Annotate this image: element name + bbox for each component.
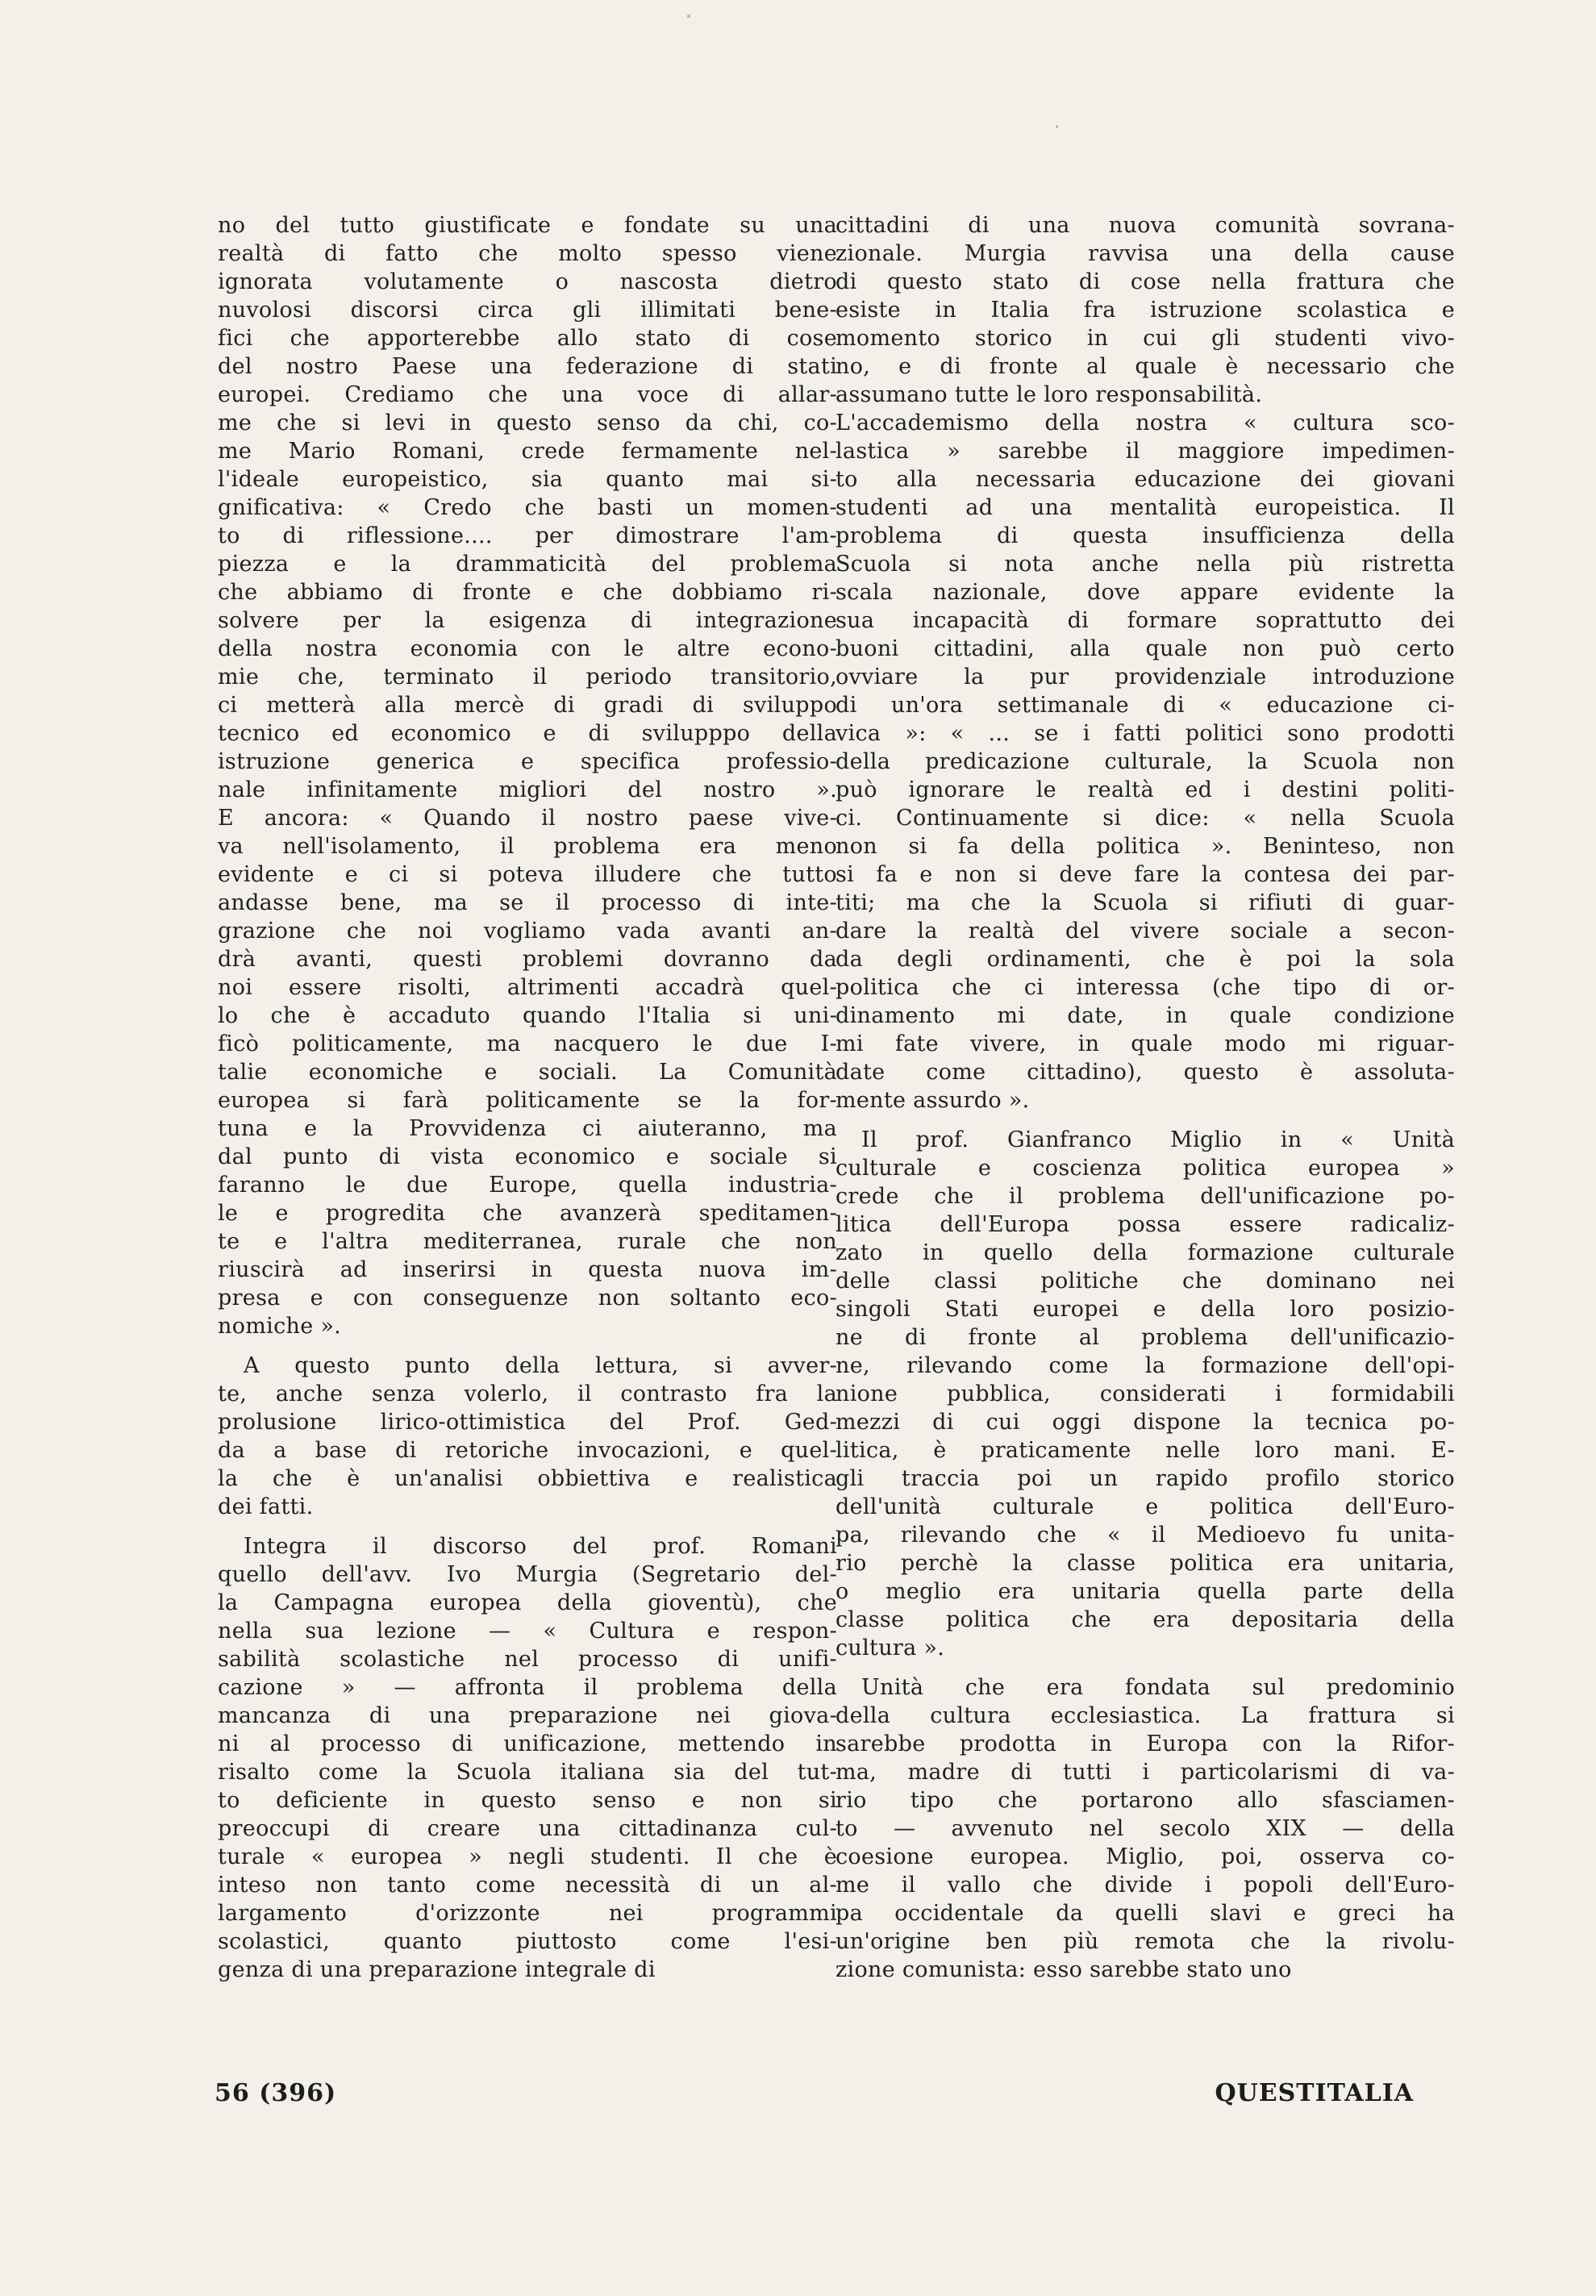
text-line: dell'unità culturale e politica dell'Euro- <box>836 1494 1455 1519</box>
text-line: grazione che noi vogliamo vada avanti an- <box>218 919 837 944</box>
text-line: si fa e non si deve fare la contesa dei par- <box>836 862 1455 887</box>
text-line: Integra il discorso del prof. Romani <box>244 1534 837 1559</box>
text-line: la Campagna europea della gioventù), che <box>218 1590 837 1615</box>
text-line: nuvolosi discorsi circa gli illimitati bene- <box>218 298 837 323</box>
text-line: ci. Continuamente si dice: « nella Scuola <box>836 806 1455 831</box>
text-line: della nostra economia con le altre econo- <box>218 636 837 661</box>
text-line: evidente e ci si poteva illudere che tutto <box>218 862 837 887</box>
text-line: sabilità scolastiche nel processo di unifi- <box>218 1647 837 1672</box>
text-line: la che è un'analisi obbiettiva e realistica <box>218 1466 837 1491</box>
text-line: rio perchè la classe politica era unitaria, <box>836 1551 1455 1576</box>
text-line: crede che il problema dell'unificazione po- <box>836 1184 1455 1209</box>
text-line: nella sua lezione — « Cultura e respon- <box>218 1619 837 1644</box>
text-line: tecnico ed economico e di svilupppo della <box>218 721 837 746</box>
text-line: culturale e coscienza politica europea » <box>836 1156 1455 1181</box>
text-line: mi fate vivere, in quale modo mi riguar- <box>836 1031 1455 1056</box>
text-line: ni al processo di unificazione, mettendo in <box>218 1731 837 1756</box>
text-line: risalto come la Scuola italiana sia del tut- <box>218 1760 837 1785</box>
text-line: tuna e la Provvidenza ci aiuteranno, ma <box>218 1116 837 1141</box>
text-line: turale « europea » negli studenti. Il che è <box>218 1844 837 1869</box>
text-line: assumano tutte le loro responsabilità. <box>836 382 1263 407</box>
text-line: largamento d'orizzonte nei programmi <box>218 1901 837 1926</box>
text-line: litica dell'Europa possa essere radicaliz- <box>836 1212 1455 1237</box>
text-line: problema di questa insufficienza della <box>836 523 1455 548</box>
text-line: me Mario Romani, crede fermamente nel- <box>218 439 837 464</box>
text-line: momento storico in cui gli studenti vivo- <box>836 326 1455 351</box>
text-line: no del tutto giustificate e fondate su una <box>218 213 837 238</box>
text-line: ovviare la pur providenziale introduzione <box>836 665 1455 690</box>
text-line: prolusione lirico-ottimistica del Prof. Ged- <box>218 1410 837 1435</box>
text-line: pa, rilevando che « il Medioevo fu unita- <box>836 1523 1455 1548</box>
text-line: scala nazionale, dove appare evidente la <box>836 580 1455 605</box>
text-line: sarebbe prodotta in Europa con la Rifor- <box>836 1731 1455 1756</box>
text-line: A questo punto della lettura, si avver- <box>244 1353 837 1378</box>
text-line: rio tipo che portarono allo sfasciamen- <box>836 1788 1455 1813</box>
text-line: classe politica che era depositaria della <box>836 1607 1455 1632</box>
text-line: Unità che era fondata sul predominio <box>861 1675 1455 1700</box>
paper-speck <box>687 15 690 18</box>
text-line: ci metterà alla mercè di gradi di sviluppo <box>218 693 837 718</box>
journal-title: QUESTITALIA <box>1215 2079 1414 2107</box>
text-line: ficò politicamente, ma nacquero le due I- <box>218 1031 837 1056</box>
text-line: della cultura ecclesiastica. La frattura si <box>836 1703 1455 1728</box>
text-line: di questo stato di cose nella frattura che <box>836 269 1455 294</box>
text-line: lo che è accaduto quando l'Italia si uni- <box>218 1003 837 1028</box>
text-line: studenti ad una mentalità europeistica. Il <box>836 495 1455 520</box>
text-line: date come cittadino), questo è assoluta- <box>836 1060 1455 1085</box>
text-line: un'origine ben più remota che la rivolu- <box>836 1929 1455 1954</box>
text-line: faranno le due Europe, quella industria- <box>218 1173 837 1198</box>
text-line: mezzi di cui oggi dispone la tecnica po- <box>836 1410 1455 1435</box>
text-line: vica »: « ... se i fatti politici sono prodotti <box>836 721 1455 746</box>
text-line: di un'ora settimanale di « educazione ci- <box>836 693 1455 718</box>
text-line: da a base di retoriche invocazioni, e quel- <box>218 1438 837 1463</box>
text-line: me il vallo che divide i popoli dell'Euro- <box>836 1873 1455 1898</box>
text-line: singoli Stati europei e della loro posizio- <box>836 1297 1455 1322</box>
text-line: genza di una preparazione integrale di <box>218 1957 656 1982</box>
text-line: noi essere risolti, altrimenti accadrà quel- <box>218 975 837 1000</box>
text-line: quello dell'avv. Ivo Murgia (Segretario del- <box>218 1562 837 1587</box>
text-line: o meglio era unitaria quella parte della <box>836 1579 1455 1604</box>
text-line: delle classi politiche che dominano nei <box>836 1269 1455 1294</box>
text-line: riuscirà ad inserirsi in questa nuova im- <box>218 1257 837 1282</box>
text-line: nomiche ». <box>218 1314 342 1339</box>
text-line: solvere per la esigenza di integrazione <box>218 608 837 633</box>
text-line: pa occidentale da quelli slavi e greci ha <box>836 1901 1455 1926</box>
text-line: zione comunista: esso sarebbe stato uno <box>836 1957 1292 1982</box>
text-line: Il prof. Gianfranco Miglio in « Unità <box>861 1127 1455 1152</box>
text-line: ma, madre di tutti i particolarismi di va- <box>836 1760 1455 1785</box>
text-line: nione pubblica, considerati i formidabili <box>836 1381 1455 1406</box>
text-line: dei fatti. <box>218 1494 314 1519</box>
text-line: cittadini di una nuova comunità sovrana- <box>836 213 1455 238</box>
text-line: nale infinitamente migliori del nostro ». <box>218 777 837 802</box>
text-line: politica che ci interessa (che tipo di or- <box>836 975 1455 1000</box>
text-line: esiste in Italia fra istruzione scolastica e <box>836 298 1455 323</box>
text-line: europei. Crediamo che una voce di allar- <box>218 382 837 407</box>
text-line: E ancora: « Quando il nostro paese vive- <box>218 806 837 831</box>
text-line: andasse bene, ma se il processo di inte- <box>218 890 837 915</box>
text-line: mie che, terminato il periodo transitorio, <box>218 665 837 690</box>
text-line: talie economiche e sociali. La Comunità <box>218 1060 837 1085</box>
text-line: litica, è praticamente nelle loro mani. E- <box>836 1438 1455 1463</box>
text-line: da degli ordinamenti, che è poi la sola <box>836 947 1455 972</box>
text-line: mente assurdo ». <box>836 1088 1030 1113</box>
text-line: titi; ma che la Scuola si rifiuti di guar- <box>836 890 1455 915</box>
text-line: te e l'altra mediterranea, rurale che non <box>218 1229 837 1254</box>
left-column <box>218 211 837 1984</box>
paper-speck <box>1056 125 1058 128</box>
text-line: può ignorare le realtà ed i destini politi- <box>836 777 1455 802</box>
text-line: buoni cittadini, alla quale non può certo <box>836 636 1455 661</box>
text-line: ne, rilevando come la formazione dell'opi- <box>836 1353 1455 1378</box>
text-line: ne di fronte al problema dell'unificazio- <box>836 1325 1455 1350</box>
text-line: cazione » — affronta il problema della <box>218 1675 837 1700</box>
text-line: del nostro Paese una federazione di stati <box>218 354 837 379</box>
text-line: te, anche senza volerlo, il contrasto fra la <box>218 1381 837 1406</box>
text-line: istruzione generica e specifica professio- <box>218 749 837 774</box>
text-line: dal punto di vista economico e sociale si <box>218 1144 837 1169</box>
text-line: scolastici, quanto piuttosto come l'esi- <box>218 1929 837 1954</box>
text-line: realtà di fatto che molto spesso viene <box>218 241 837 266</box>
text-line: presa e con conseguenze non soltanto eco- <box>218 1286 837 1311</box>
text-line: inteso non tanto come necessità di un al- <box>218 1873 837 1898</box>
text-line: della predicazione culturale, la Scuola non <box>836 749 1455 774</box>
text-line: cultura ». <box>836 1636 945 1661</box>
text-line: che abbiamo di fronte e che dobbiamo ri- <box>218 580 837 605</box>
text-line: ignorata volutamente o nascosta dietro <box>218 269 837 294</box>
text-line: gli traccia poi un rapido profilo storico <box>836 1466 1455 1491</box>
text-line: to alla necessaria educazione dei giovani <box>836 467 1455 492</box>
text-line: l'ideale europeistico, sia quanto mai si- <box>218 467 837 492</box>
text-line: dare la realtà del vivere sociale a secon- <box>836 919 1455 944</box>
text-line: to deficiente in questo senso e non si <box>218 1788 837 1813</box>
text-line: fici che apporterebbe allo stato di cose <box>218 326 837 351</box>
text-line: no, e di fronte al quale è necessario che <box>836 354 1455 379</box>
text-line: piezza e la drammaticità del problema <box>218 552 837 577</box>
text-line: coesione europea. Miglio, poi, osserva co- <box>836 1844 1455 1869</box>
text-line: non si fa della politica ». Beninteso, non <box>836 834 1455 859</box>
text-line: gnificativa: « Credo che basti un momen- <box>218 495 837 520</box>
text-line: sua incapacità di formare soprattutto dei <box>836 608 1455 633</box>
text-line: lastica » sarebbe il maggiore impedimen- <box>836 439 1455 464</box>
text-line: Scuola si nota anche nella più ristretta <box>836 552 1455 577</box>
text-line: to di riflessione.... per dimostrare l'am- <box>218 523 837 548</box>
text-line: L'accademismo della nostra « cultura sco- <box>836 410 1455 435</box>
text-line: europea si farà politicamente se la for- <box>218 1088 837 1113</box>
text-line: va nell'isolamento, il problema era meno <box>218 834 837 859</box>
text-line: dinamento mi date, in quale condizione <box>836 1003 1455 1028</box>
text-line: preoccupi di creare una cittadinanza cul- <box>218 1816 837 1841</box>
right-column <box>836 211 1455 1984</box>
text-line: mancanza di una preparazione nei giova- <box>218 1703 837 1728</box>
text-line: me che si levi in questo senso da chi, co- <box>218 410 837 435</box>
text-line: zionale. Murgia ravvisa una della cause <box>836 241 1455 266</box>
text-line: le e progredita che avanzerà speditamen- <box>218 1201 837 1226</box>
text-line: to — avvenuto nel secolo XIX — della <box>836 1816 1455 1841</box>
text-line: drà avanti, questi problemi dovranno da <box>218 947 837 972</box>
page-number: 56 (396) <box>215 2079 337 2107</box>
text-line: zato in quello della formazione culturale <box>836 1240 1455 1265</box>
